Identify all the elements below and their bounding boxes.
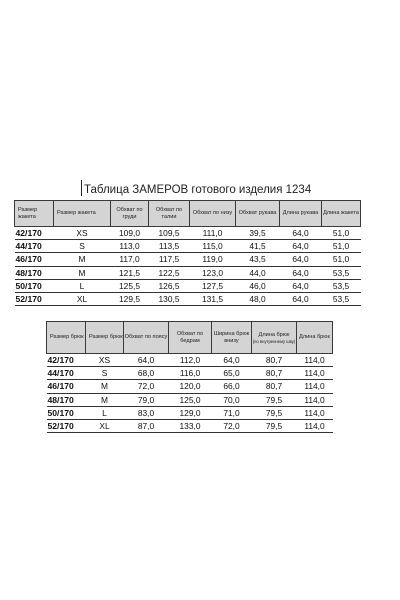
value-cell: 79,5 xyxy=(252,419,297,432)
value-cell: 51,0 xyxy=(332,228,350,239)
title-bracket xyxy=(81,180,82,196)
value-cell: 80,7 xyxy=(252,380,297,393)
value-cell: 114,0 xyxy=(297,393,333,406)
value-cell: 123,0 xyxy=(190,266,236,279)
value-cell: 112,0 xyxy=(179,355,201,366)
trousers-table-row xyxy=(47,380,333,393)
trousers-table-body xyxy=(47,354,333,433)
value-cell: 121,5 xyxy=(111,266,149,279)
value-cell: 122,5 xyxy=(149,266,190,279)
trousers-header-label: Длина брюк xyxy=(258,331,290,338)
value-cell: 83,0 xyxy=(124,406,169,419)
value-cell: 39,5 xyxy=(249,228,266,239)
value-cell: 64,0 xyxy=(280,240,322,253)
value-cell: 117,0 xyxy=(111,253,149,266)
value-cell: 80,7 xyxy=(265,355,283,366)
value-cell: 64,0 xyxy=(137,355,155,366)
value-cell: 71,0 xyxy=(212,406,252,419)
value-cell: XL xyxy=(54,292,111,305)
size-cell: 52/170 xyxy=(15,292,54,305)
value-cell: 72,0 xyxy=(212,419,252,432)
value-cell: 53,5 xyxy=(322,292,361,305)
value-cell: 129,5 xyxy=(111,292,149,305)
value-cell: 125,5 xyxy=(111,279,149,292)
size-cell: 50/170 xyxy=(15,279,54,292)
trousers-header-cell: Размер брюк xyxy=(86,322,124,354)
document-title xyxy=(81,180,311,196)
value-cell: 114,0 xyxy=(297,406,333,419)
value-cell: 115,0 xyxy=(190,240,236,253)
jacket-table-row xyxy=(15,227,361,240)
value-cell: M xyxy=(54,253,111,266)
value-cell: 109,0 xyxy=(119,228,140,239)
value-cell: 133,0 xyxy=(169,419,212,432)
value-cell: S xyxy=(54,240,111,253)
value-cell: 130,5 xyxy=(149,292,190,305)
jacket-table-row xyxy=(15,253,361,266)
trousers-table-row xyxy=(47,419,333,432)
jacket-header-cell: Обхват рукава xyxy=(236,201,280,227)
trousers-table-row xyxy=(47,406,333,419)
value-cell: 64,0 xyxy=(292,228,309,239)
value-cell: 53,5 xyxy=(322,266,361,279)
value-cell: 114,0 xyxy=(304,355,325,366)
jacket-header-cell: Обхват по груди xyxy=(111,201,149,227)
value-cell: M xyxy=(86,380,124,393)
value-cell: 114,0 xyxy=(297,419,333,432)
value-cell: 64,0 xyxy=(280,253,322,266)
value-cell: 117,5 xyxy=(149,253,190,266)
jacket-header-cell: Обхват по талии xyxy=(149,201,190,227)
value-cell: 114,0 xyxy=(297,380,333,393)
value-cell: 41,5 xyxy=(236,240,280,253)
trousers-header-cell: Длина брюк xyxy=(297,322,333,354)
value-cell: 53,5 xyxy=(322,279,361,292)
value-cell: 46,0 xyxy=(236,279,280,292)
value-cell: 113,5 xyxy=(149,240,190,253)
jacket-header-cell: Обхват по низу xyxy=(190,201,236,227)
value-cell: 43,5 xyxy=(236,253,280,266)
value-cell: 79,5 xyxy=(252,393,297,406)
trousers-header-cell: Обхват по бедрам xyxy=(169,322,212,354)
size-cell: 48/170 xyxy=(15,266,54,279)
trousers-header-cell: Ширина брюк внизу xyxy=(212,322,252,354)
size-cell: 44/170 xyxy=(15,240,54,253)
value-cell: 109,5 xyxy=(158,228,180,239)
value-cell: 79,0 xyxy=(124,393,169,406)
size-cell: 44/170 xyxy=(47,367,86,380)
value-cell: L xyxy=(86,406,124,419)
value-cell: 51,0 xyxy=(322,240,361,253)
value-cell: 113,0 xyxy=(111,240,149,253)
value-cell: 114,0 xyxy=(297,367,333,380)
size-cell: 42/170 xyxy=(15,228,42,239)
value-cell: 127,5 xyxy=(190,279,236,292)
size-cell: 52/170 xyxy=(47,419,86,432)
size-cell: 42/170 xyxy=(47,355,74,366)
trousers-table-row xyxy=(47,393,333,406)
trousers-header-row xyxy=(47,322,333,354)
jacket-header-cell: Длина рукава xyxy=(280,201,322,227)
jacket-table-row xyxy=(15,292,361,305)
trousers-table-row xyxy=(47,367,333,380)
value-cell: 64,0 xyxy=(280,292,322,305)
jacket-header-cell: Размер жакета xyxy=(15,201,54,227)
size-cell: 46/170 xyxy=(47,380,86,393)
value-cell: 87,0 xyxy=(124,419,169,432)
trousers-table-row xyxy=(47,354,333,367)
trousers-header-sublabel: (по внутреннему шву) xyxy=(252,338,296,344)
value-cell: M xyxy=(86,393,124,406)
jacket-header-row xyxy=(15,201,361,227)
value-cell: 65,0 xyxy=(212,367,252,380)
jacket-table-row xyxy=(15,266,361,279)
trousers-header-cell: Обхват по поясу xyxy=(124,322,169,354)
value-cell: 126,5 xyxy=(149,279,190,292)
value-cell: 44,0 xyxy=(236,266,280,279)
value-cell: 129,0 xyxy=(169,406,212,419)
document-title-text: Таблица ЗАМЕРОВ готового изделия 1234 xyxy=(84,184,312,196)
value-cell: 120,0 xyxy=(169,380,212,393)
size-cell: 50/170 xyxy=(47,406,86,419)
trousers-header-cell-inseam xyxy=(252,322,297,354)
value-cell: S xyxy=(86,367,124,380)
value-cell: 68,0 xyxy=(124,367,169,380)
value-cell: 64,0 xyxy=(223,355,240,366)
value-cell: 111,0 xyxy=(202,228,223,239)
value-cell: 64,0 xyxy=(280,266,322,279)
value-cell: 80,7 xyxy=(252,367,297,380)
value-cell: 119,0 xyxy=(190,253,236,266)
value-cell: 125,0 xyxy=(169,393,212,406)
value-cell: 64,0 xyxy=(280,279,322,292)
value-cell: 79,5 xyxy=(252,406,297,419)
value-cell: 72,0 xyxy=(124,380,169,393)
value-cell: 116,0 xyxy=(169,367,212,380)
value-cell: XS xyxy=(98,355,111,366)
jacket-header-cell: Длина жакета xyxy=(322,201,361,227)
value-cell: 131,5 xyxy=(190,292,236,305)
value-cell: 51,0 xyxy=(322,253,361,266)
trousers-measurements-table xyxy=(46,321,333,433)
value-cell: M xyxy=(54,266,111,279)
value-cell: 48,0 xyxy=(236,292,280,305)
value-cell: XS xyxy=(76,228,88,239)
size-cell: 46/170 xyxy=(15,253,54,266)
trousers-header-cell: Размер брюк xyxy=(47,322,86,354)
jacket-table-row xyxy=(15,240,361,253)
jacket-table-body xyxy=(15,227,361,306)
value-cell: 70,0 xyxy=(212,393,252,406)
jacket-table-row xyxy=(15,279,361,292)
value-cell: L xyxy=(54,279,111,292)
size-cell: 48/170 xyxy=(47,393,86,406)
jacket-measurements-table xyxy=(14,200,361,306)
value-cell: 66,0 xyxy=(212,380,252,393)
jacket-header-cell: Размер жакета xyxy=(54,201,111,227)
value-cell: XL xyxy=(86,419,124,432)
